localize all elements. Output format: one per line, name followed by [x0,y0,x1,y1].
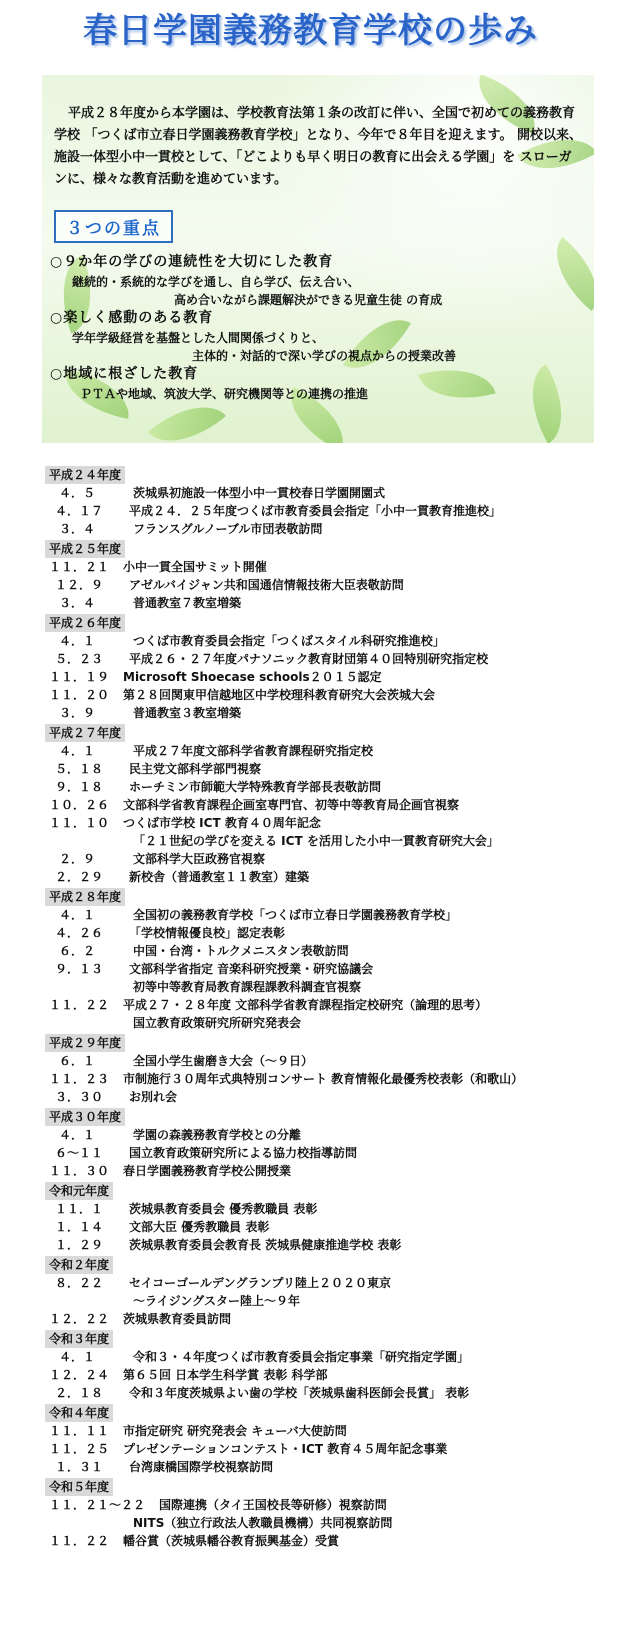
event-date: ５．２３ [55,652,104,666]
event-date: ３．４ [59,596,96,610]
event-text: 小中一貫全国サミット開催 [123,560,267,574]
event-text: 茨城県教育委員会 優秀教職員 表彰 [129,1202,318,1216]
event-date: １１．１１ [49,1424,110,1438]
event-text: ～ライジングスター陸上～９年 [133,1294,300,1308]
event-text: ホーチミン市師範大学特殊教育学部長表敬訪問 [129,780,382,794]
event-date: ３．９ [59,706,96,720]
event-text: 普通教室３教室増築 [133,706,242,720]
intro-text: 平成２８年度から本学園は、学校教育法第１条の改訂に伴い、全国で初めての義務教育学校 「つくば市立春日学園義務教育学校」となり、今年で８年目を迎えます。 開校以来、施設一体型小中一貫校として、「どこよりも早く明日の教育に出会える学園」を スローガンに、様々な教育活動を進めています。 [54,106,583,187]
event-text: 幡谷賞（茨城県幡谷教育振興基金）受賞 [123,1534,340,1548]
year-heading: 令和３年度 [45,1330,113,1348]
event-text: 文部科学大臣政務官視察 [133,852,266,866]
year-heading: 平成２９年度 [45,1034,125,1052]
event-date: ６．１ [59,1054,96,1068]
event-row [45,594,615,612]
event-row [45,978,615,996]
event-text: 第２８回関東甲信越地区中学校理科教育研究大会茨城大会 [123,688,436,702]
event-date: １．１４ [55,1220,104,1234]
event-date [45,1514,59,1532]
event-text: 平成２４．２５年度つくば市教育委員会指定「小中一貫教育推進校」 [129,504,502,518]
event-text: 市制施行３０周年式典特別コンサート 教育情報化最優秀校表彰（和歌山） [123,1072,524,1086]
event-row [45,906,615,924]
event-row [45,632,615,650]
event-date: ５．１８ [55,762,104,776]
event-row [45,650,615,668]
event-date: １．３１ [55,1460,104,1474]
year-heading: 令和元年度 [45,1182,113,1200]
event-row [45,1514,615,1532]
event-row [45,1274,615,1292]
event-date: ４．１ [59,1350,96,1364]
event-row [45,832,615,850]
event-row [45,924,615,942]
event-row [45,760,615,778]
event-text: フランスグルノーブル市団表敬訪問 [133,522,323,536]
event-row [45,1458,615,1476]
event-date: ８．２２ [55,1276,104,1290]
event-date: ２．１８ [55,1386,104,1400]
event-row [45,1144,615,1162]
event-text: 「２１世紀の学びを変える ICT を活用した小中一貫教育研究大会」 [133,834,499,848]
year-heading: 平成３０年度 [45,1108,125,1126]
event-text: 文部科学省教育課程企画室専門官、初等中等教育局企画官視察 [123,798,460,812]
event-text: Microsoft Shoecase schools２０１５認定 [123,670,382,684]
event-date: ６～１１ [55,1146,104,1160]
event-row [45,1366,615,1384]
event-text: 全国初の義務教育学校「つくば市立春日学園義務教育学校」 [133,908,458,922]
event-text: 茨城県教育委員会教育長 茨城県健康推進学校 表彰 [129,1238,402,1252]
event-date: １１．２１ [49,560,110,574]
year-heading: 平成２８年度 [45,888,125,906]
event-row [45,1440,615,1458]
event-date: １１．２０ [49,688,110,702]
event-date: １１．１９ [49,670,110,684]
event-text: お別れ会 [129,1090,178,1104]
event-date: ４．１ [59,908,96,922]
point-detail: 学年学級経営を基盤とした人間関係づくりと、 [72,331,325,345]
event-row [45,520,615,538]
event-text: 平成２７・２８年度 文部科学省教育課程指定校研究（論理的思考） [123,998,488,1012]
event-text: 中国・台湾・トルクメニスタン表敬訪問 [133,944,349,958]
history-list [45,464,615,1550]
event-date: ９．１３ [55,962,104,976]
event-date: １２．２２ [49,1312,110,1326]
event-text: 市指定研究 研究発表会 キューバ大使訪問 [123,1424,347,1438]
event-date: ６．２ [59,944,96,958]
leaf-decoration [538,237,594,311]
event-row [45,1496,615,1514]
event-date: ４．１７ [55,504,104,518]
event-text: 文部科学省指定 音楽科研究授業・研究協議会 [129,962,374,976]
event-date: ３．４ [59,522,96,536]
event-row [45,778,615,796]
point-detail: ＰＴＡや地域、筑波大学、研究機関等との連携の推進 [80,387,369,401]
event-date: １．２９ [55,1238,104,1252]
event-row [45,868,615,886]
event-row [45,1348,615,1366]
event-date [45,978,59,996]
event-row [45,1422,615,1440]
year-heading: 平成２４年度 [45,466,125,484]
event-text: 令和３年度茨城県よい歯の学校「茨城県歯科医師会長賞」 表彰 [129,1386,470,1400]
event-row [45,1052,615,1070]
leaf-decoration [343,304,411,384]
event-date: １１．１ [55,1202,104,1216]
point-heading: ○９か年の学びの連続性を大切にした教育 [50,254,334,270]
event-text: 国立教育政策研究所による協力校指導訪問 [129,1146,358,1160]
event-text: 茨城県初施設一体型小中一貫校春日学園開園式 [133,486,386,500]
event-row [45,1126,615,1144]
point-detail: 高め合いながら課題解決ができる児童生徒 の育成 [174,293,443,307]
event-text: 台湾康橋国際学校視察訪問 [129,1460,274,1474]
point-detail: 継続的・系統的な学びを通し、自ら学び、伝え合い、 [72,275,360,289]
event-text: 学園の森義務教育学校との分離 [133,1128,302,1142]
year-heading: 平成２５年度 [45,540,125,558]
event-date: １１．３０ [49,1164,110,1178]
event-text: プレゼンテーションコンテスト・ICT 教育４５周年記念事業 [123,1442,448,1456]
event-row [45,1532,615,1550]
point-heading: ○地域に根ざした教育 [50,366,199,382]
event-text: 民主党文部科学部門視察 [129,762,262,776]
year-heading: 令和５年度 [45,1478,113,1496]
event-text: 普通教室７教室増築 [133,596,242,610]
event-row [45,1200,615,1218]
event-date: １２．２４ [49,1368,110,1382]
event-date: １２．９ [55,578,104,592]
event-date [45,832,59,850]
event-row [45,502,615,520]
event-row [45,960,615,978]
event-text: 国際連携（タイ王国校長等研修）視察訪問 [159,1498,387,1512]
event-date: １１．１０ [49,816,110,830]
priorities-title: ３つの重点 [54,210,173,243]
event-row [45,996,615,1014]
event-row [45,1218,615,1236]
event-row [45,704,615,722]
event-date: １１．２２ [49,1534,110,1548]
event-text: 初等中等教育局教育課程課教科調査官視察 [133,980,362,994]
event-text: 文部大臣 優秀教職員 表彰 [129,1220,270,1234]
event-text: 国立教育政策研究所研究発表会 [133,1016,302,1030]
year-heading: 令和２年度 [45,1256,113,1274]
leaf-decoration [418,357,495,412]
event-row [45,742,615,760]
event-date: ４．５ [59,486,96,500]
event-row [45,850,615,868]
event-date: １１．２５ [49,1442,110,1456]
event-row [45,686,615,704]
event-date: １１．２１～２２ [49,1498,146,1512]
event-date: １１．２２ [49,998,110,1012]
event-text: セイコーゴールデングランプリ陸上２０２０東京 [129,1276,391,1290]
event-text: 「学校情報優良校」認定表彰 [129,926,286,940]
event-date: ４．１ [59,1128,96,1142]
event-row [45,576,615,594]
event-text: アゼルバイジャン共和国通信情報技術大臣表敬訪問 [129,578,404,592]
event-text: 令和３・４年度つくば市教育委員会指定事業「研究指定学園」 [133,1350,470,1364]
event-row [45,668,615,686]
event-date [45,1292,59,1310]
event-row [45,814,615,832]
event-date: ２．９ [59,852,96,866]
year-heading: 平成２６年度 [45,614,125,632]
point-heading: ○楽しく感動のある教育 [50,310,214,326]
event-date: ９．１８ [55,780,104,794]
event-row [45,558,615,576]
event-text: 新校舎（普通教室１１教室）建築 [129,870,310,884]
event-date: ４．２６ [55,926,104,940]
event-date: ４．１ [59,634,96,648]
event-row [45,1236,615,1254]
intro-panel [42,75,594,443]
event-row [45,1162,615,1180]
page-title: 春日学園義務教育学校の歩み [83,11,538,51]
event-row [45,1292,615,1310]
year-heading: 令和４年度 [45,1404,113,1422]
event-row [45,1384,615,1402]
event-row [45,1014,615,1032]
event-date: ２．２９ [55,870,104,884]
point-detail: 主体的・対話的で深い学びの視点からの授業改善 [192,349,457,363]
event-date: ３．３０ [55,1090,104,1104]
event-row [45,484,615,502]
event-text: 茨城県教育委員訪問 [123,1312,232,1326]
event-date [45,1014,59,1032]
event-text: 第６５回 日本学生科学賞 表彰 科学部 [123,1368,328,1382]
event-row [45,1310,615,1328]
event-row [45,1070,615,1088]
event-text: 全国小学生歯磨き大会（～９日） [133,1054,314,1068]
event-date: ４．１ [59,744,96,758]
event-date: １０．２６ [49,798,110,812]
event-row [45,942,615,960]
event-text: NITS（独立行政法人教職員機構）共同視察訪問 [133,1516,393,1530]
leaf-decoration [513,364,581,443]
event-text: つくば市教育委員会指定「つくばスタイル科研究推進校」 [133,634,445,648]
event-text: 平成２７年度文部科学省教育課程研究指定校 [133,744,374,758]
event-row [45,1088,615,1106]
event-row [45,796,615,814]
event-text: つくば市学校 ICT 教育４０周年記念 [123,816,321,830]
year-heading: 平成２７年度 [45,724,125,742]
event-text: 平成２６・２７年度パナソニック教育財団第４０回特別研究指定校 [129,652,489,666]
event-date: １１．２３ [49,1072,110,1086]
event-text: 春日学園義務教育学校公開授業 [123,1164,292,1178]
